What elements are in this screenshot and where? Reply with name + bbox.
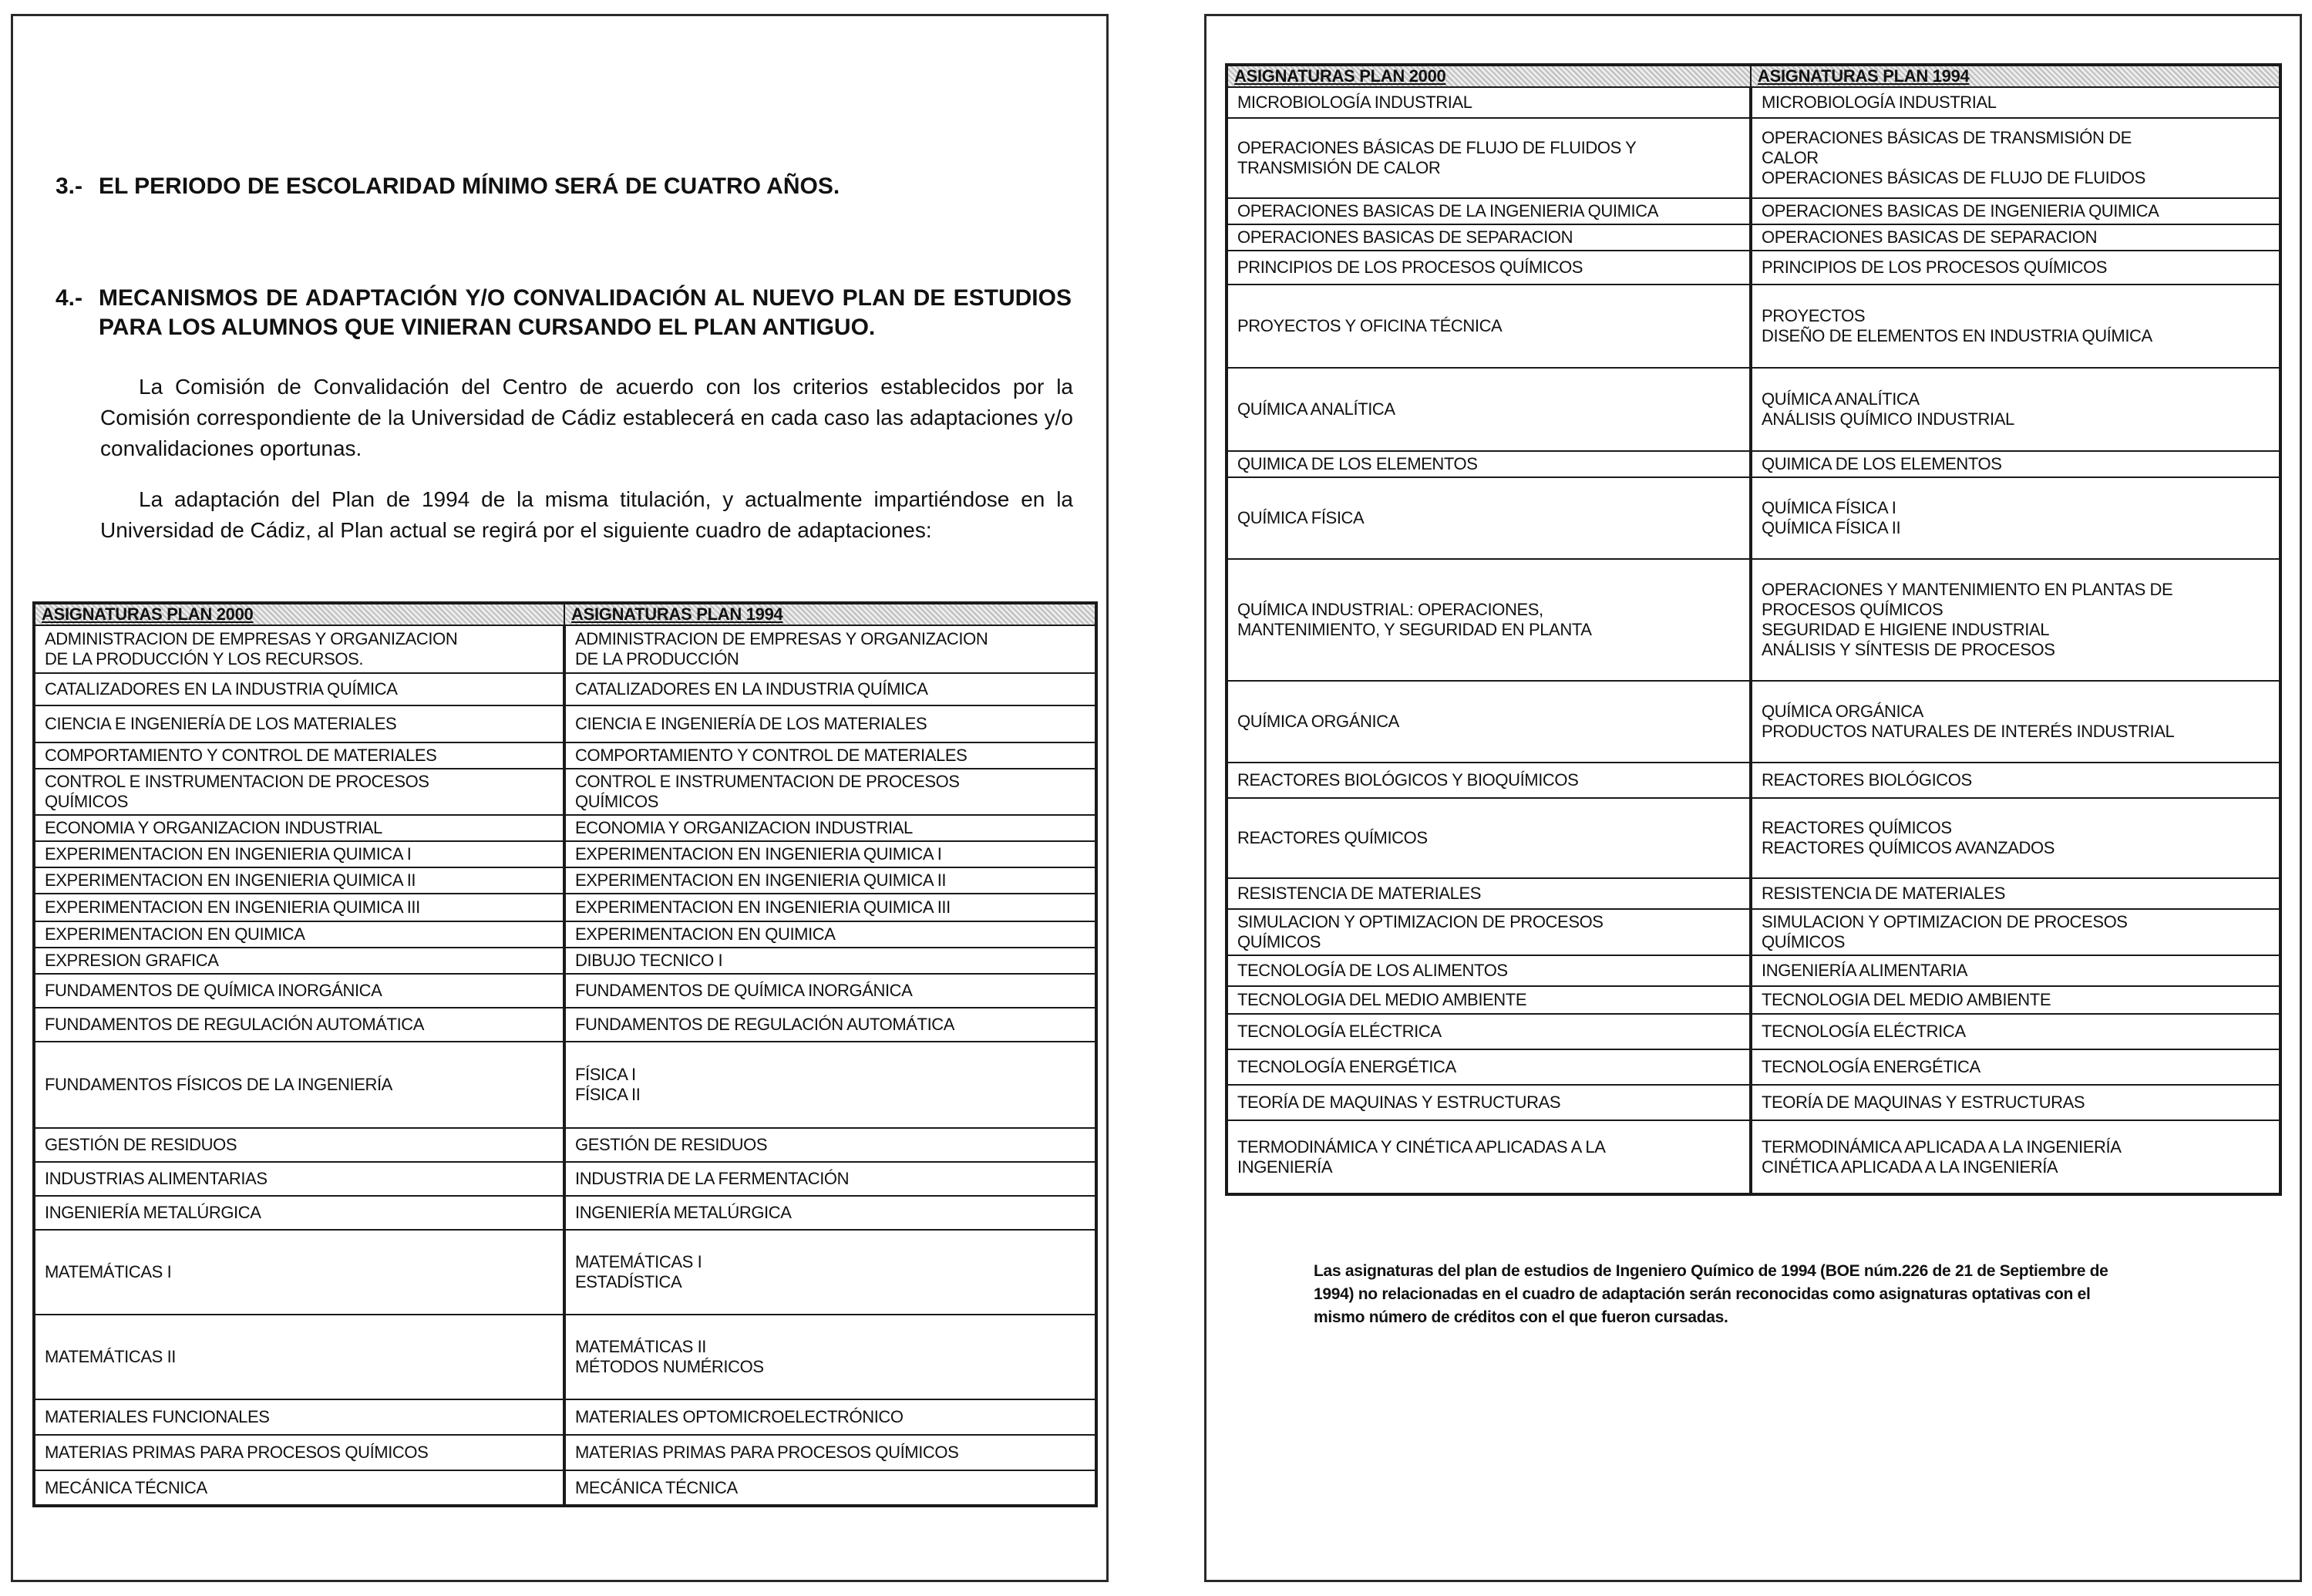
plan-2000-cell: ADMINISTRACION DE EMPRESAS Y ORGANIZACION DE LA PRODUCCIÓN Y LOS RECURSOS. (34, 625, 564, 673)
paragraph-commission: La Comisión de Convalidación del Centro de acuerdo con los criterios establecidos por la Comisión correspondiente de la Universidad de Cádiz establecerá en cada caso las adaptaciones y/o convalidaciones oportunas. (100, 375, 1073, 460)
plan-1994-cell: TECNOLOGÍA ENERGÉTICA (1751, 1049, 2280, 1085)
plan-2000-cell: QUIMICA DE LOS ELEMENTOS (1227, 451, 1751, 477)
header-plan-2000: ASIGNATURAS PLAN 2000 (1227, 65, 1751, 87)
table-row (1227, 559, 2280, 681)
table-row (1227, 1120, 2280, 1194)
plan-1994-cell: DIBUJO TECNICO I (564, 948, 1096, 974)
plan-2000-cell: QUÍMICA FÍSICA (1227, 477, 1751, 559)
plan-2000-cell: RESISTENCIA DE MATERIALES (1227, 878, 1751, 909)
plan-2000-cell: TERMODINÁMICA Y CINÉTICA APLICADAS A LA INGENIERÍA (1227, 1120, 1751, 1194)
plan-1994-cell: FUNDAMENTOS DE QUÍMICA INORGÁNICA (564, 974, 1096, 1008)
plan-1994-cell: FÍSICA I FÍSICA II (564, 1042, 1096, 1128)
plan-2000-cell: MATERIAS PRIMAS PARA PROCESOS QUÍMICOS (34, 1435, 564, 1470)
plan-1994-cell: EXPERIMENTACION EN INGENIERIA QUIMICA II (564, 867, 1096, 894)
table-row (34, 1128, 1096, 1162)
table-row (1227, 368, 2280, 451)
table-row (1227, 118, 2280, 198)
plan-2000-cell: CONTROL E INSTRUMENTACION DE PROCESOS QUÍMICOS (34, 769, 564, 815)
plan-1994-cell: TECNOLOGÍA ELÉCTRICA (1751, 1014, 2280, 1049)
plan-2000-cell: COMPORTAMIENTO Y CONTROL DE MATERIALES (34, 742, 564, 769)
plan-2000-cell: QUÍMICA ORGÁNICA (1227, 681, 1751, 763)
table-row (34, 1399, 1096, 1435)
table-row (34, 921, 1096, 948)
plan-2000-cell: REACTORES QUÍMICOS (1227, 798, 1751, 878)
plan-2000-cell: FUNDAMENTOS DE QUÍMICA INORGÁNICA (34, 974, 564, 1008)
table-row (34, 815, 1096, 841)
plan-1994-cell: MATERIAS PRIMAS PARA PROCESOS QUÍMICOS (564, 1435, 1096, 1470)
adaptation-table-left (32, 601, 1098, 1507)
table-row (34, 1230, 1096, 1315)
plan-2000-cell: PROYECTOS Y OFICINA TÉCNICA (1227, 285, 1751, 368)
plan-2000-cell: FUNDAMENTOS FÍSICOS DE LA INGENIERÍA (34, 1042, 564, 1128)
table-row (34, 705, 1096, 742)
plan-1994-cell: OPERACIONES BASICAS DE INGENIERIA QUIMICA (1751, 198, 2280, 224)
plan-1994-cell: ADMINISTRACION DE EMPRESAS Y ORGANIZACION DE LA PRODUCCIÓN (564, 625, 1096, 673)
plan-1994-cell: TECNOLOGIA DEL MEDIO AMBIENTE (1751, 986, 2280, 1014)
plan-1994-cell: MATEMÁTICAS II MÉTODOS NUMÉRICOS (564, 1315, 1096, 1399)
plan-1994-cell: PRINCIPIOS DE LOS PROCESOS QUÍMICOS (1751, 251, 2280, 285)
plan-2000-cell: CATALIZADORES EN LA INDUSTRIA QUÍMICA (34, 673, 564, 705)
plan-2000-cell: TEORÍA DE MAQUINAS Y ESTRUCTURAS (1227, 1085, 1751, 1120)
table-row (34, 1470, 1096, 1506)
plan-1994-cell: TERMODINÁMICA APLICADA A LA INGENIERÍA CINÉTICA APLICADA A LA INGENIERÍA (1751, 1120, 2280, 1194)
plan-1994-cell: QUIMICA DE LOS ELEMENTOS (1751, 451, 2280, 477)
plan-1994-cell: RESISTENCIA DE MATERIALES (1751, 878, 2280, 909)
plan-1994-cell: REACTORES QUÍMICOS REACTORES QUÍMICOS AVANZADOS (1751, 798, 2280, 878)
table-row (34, 841, 1096, 867)
plan-1994-cell: GESTIÓN DE RESIDUOS (564, 1128, 1096, 1162)
table-row (34, 673, 1096, 705)
plan-2000-cell: FUNDAMENTOS DE REGULACIÓN AUTOMÁTICA (34, 1008, 564, 1042)
table-row (34, 1042, 1096, 1128)
table-row (1227, 1085, 2280, 1120)
plan-1994-cell: QUÍMICA ORGÁNICA PRODUCTOS NATURALES DE INTERÉS INDUSTRIAL (1751, 681, 2280, 763)
plan-1994-cell: CATALIZADORES EN LA INDUSTRIA QUÍMICA (564, 673, 1096, 705)
plan-2000-cell: TECNOLOGÍA DE LOS ALIMENTOS (1227, 955, 1751, 986)
plan-1994-cell: SIMULACION Y OPTIMIZACION DE PROCESOS QUÍMICOS (1751, 909, 2280, 955)
table-row (34, 1162, 1096, 1196)
table-row (34, 1008, 1096, 1042)
table-row (1227, 681, 2280, 763)
plan-2000-cell: OPERACIONES BASICAS DE LA INGENIERIA QUIMICA (1227, 198, 1751, 224)
plan-1994-cell: EXPERIMENTACION EN INGENIERIA QUIMICA I (564, 841, 1096, 867)
plan-2000-cell: SIMULACION Y OPTIMIZACION DE PROCESOS QUÍMICOS (1227, 909, 1751, 955)
table-header-row (1227, 65, 2280, 87)
plan-2000-cell: GESTIÓN DE RESIDUOS (34, 1128, 564, 1162)
plan-2000-cell: PRINCIPIOS DE LOS PROCESOS QUÍMICOS (1227, 251, 1751, 285)
plan-2000-cell: MECÁNICA TÉCNICA (34, 1470, 564, 1506)
table-row (1227, 1049, 2280, 1085)
plan-2000-cell: MATERIALES FUNCIONALES (34, 1399, 564, 1435)
adaptation-table-right (1225, 63, 2282, 1196)
footnote: Las asignaturas del plan de estudios de Ingeniero Químico de 1994 (BOE núm.226 de 21 de Septiembre de 1994) no relacionadas en el cuadro de adaptación serán reconocidas como asignaturas optativas con el mismo número de créditos con el que fueron cursadas. (1314, 1262, 2108, 1326)
section-3-number: 3.- (56, 173, 83, 199)
plan-2000-cell: EXPERIMENTACION EN QUIMICA (34, 921, 564, 948)
plan-1994-cell: TEORÍA DE MAQUINAS Y ESTRUCTURAS (1751, 1085, 2280, 1120)
table-row (34, 769, 1096, 815)
plan-2000-cell: EXPERIMENTACION EN INGENIERIA QUIMICA III (34, 894, 564, 921)
table-row (34, 742, 1096, 769)
table-row (1227, 986, 2280, 1014)
plan-1994-cell: REACTORES BIOLÓGICOS (1751, 763, 2280, 798)
plan-2000-cell: OPERACIONES BASICAS DE SEPARACION (1227, 224, 1751, 251)
plan-2000-cell: MATEMÁTICAS I (34, 1230, 564, 1315)
table-row (1227, 955, 2280, 986)
plan-1994-cell: INGENIERÍA METALÚRGICA (564, 1196, 1096, 1230)
table-row (1227, 285, 2280, 368)
plan-2000-cell: CIENCIA E INGENIERÍA DE LOS MATERIALES (34, 705, 564, 742)
plan-1994-cell: PROYECTOS DISEÑO DE ELEMENTOS EN INDUSTRIA QUÍMICA (1751, 285, 2280, 368)
plan-1994-cell: COMPORTAMIENTO Y CONTROL DE MATERIALES (564, 742, 1096, 769)
plan-1994-cell: QUÍMICA ANALÍTICA ANÁLISIS QUÍMICO INDUSTRIAL (1751, 368, 2280, 451)
plan-2000-cell: INDUSTRIAS ALIMENTARIAS (34, 1162, 564, 1196)
plan-1994-cell: FUNDAMENTOS DE REGULACIÓN AUTOMÁTICA (564, 1008, 1096, 1042)
plan-2000-cell: EXPERIMENTACION EN INGENIERIA QUIMICA I (34, 841, 564, 867)
plan-2000-cell: TECNOLOGIA DEL MEDIO AMBIENTE (1227, 986, 1751, 1014)
plan-1994-cell: MATERIALES OPTOMICROELECTRÓNICO (564, 1399, 1096, 1435)
plan-1994-cell: OPERACIONES BÁSICAS DE TRANSMISIÓN DE CALOR OPERACIONES BÁSICAS DE FLUJO DE FLUIDOS (1751, 118, 2280, 198)
section-4-text: MECANISMOS DE ADAPTACIÓN Y/O CONVALIDACIÓN AL NUEVO PLAN DE ESTUDIOS PARA LOS ALUMNOS QUE VINIERAN CURSANDO EL PLAN ANTIGUO. (99, 285, 1072, 340)
plan-2000-cell: EXPRESION GRAFICA (34, 948, 564, 974)
header-plan-2000: ASIGNATURAS PLAN 2000 (34, 603, 564, 625)
table-row (1227, 909, 2280, 955)
table-row (34, 867, 1096, 894)
plan-2000-cell: TECNOLOGÍA ELÉCTRICA (1227, 1014, 1751, 1049)
plan-1994-cell: MATEMÁTICAS I ESTADÍSTICA (564, 1230, 1096, 1315)
table-row (34, 974, 1096, 1008)
plan-1994-cell: CONTROL E INSTRUMENTACION DE PROCESOS QUÍMICOS (564, 769, 1096, 815)
table-row (34, 948, 1096, 974)
plan-1994-cell: OPERACIONES Y MANTENIMIENTO EN PLANTAS DE PROCESOS QUÍMICOS SEGURIDAD E HIGIENE INDUSTRIAL ANÁLISIS Y SÍNTESIS DE PROCESOS (1751, 559, 2280, 681)
plan-1994-cell: EXPERIMENTACION EN QUIMICA (564, 921, 1096, 948)
table-row (1227, 477, 2280, 559)
plan-1994-cell: CIENCIA E INGENIERÍA DE LOS MATERIALES (564, 705, 1096, 742)
header-plan-1994: ASIGNATURAS PLAN 1994 (564, 603, 1096, 625)
table-row (1227, 451, 2280, 477)
paragraph-adaptation: La adaptación del Plan de 1994 de la misma titulación, y actualmente impartiéndose en la Universidad de Cádiz, al Plan actual se regirá por el siguiente cuadro de adaptaciones: (100, 487, 1073, 542)
table-row (34, 1196, 1096, 1230)
table-row (1227, 224, 2280, 251)
plan-2000-cell: REACTORES BIOLÓGICOS Y BIOQUÍMICOS (1227, 763, 1751, 798)
plan-2000-cell: QUÍMICA ANALÍTICA (1227, 368, 1751, 451)
table-header-row (34, 603, 1096, 625)
table-row (1227, 878, 2280, 909)
table-row (1227, 1014, 2280, 1049)
table-row (1227, 251, 2280, 285)
plan-1994-cell: QUÍMICA FÍSICA I QUÍMICA FÍSICA II (1751, 477, 2280, 559)
plan-2000-cell: TECNOLOGÍA ENERGÉTICA (1227, 1049, 1751, 1085)
plan-1994-cell: MECÁNICA TÉCNICA (564, 1470, 1096, 1506)
plan-2000-cell: ECONOMIA Y ORGANIZACION INDUSTRIAL (34, 815, 564, 841)
table-row (1227, 87, 2280, 118)
plan-2000-cell: MATEMÁTICAS II (34, 1315, 564, 1399)
plan-2000-cell: MICROBIOLOGÍA INDUSTRIAL (1227, 87, 1751, 118)
plan-2000-cell: EXPERIMENTACION EN INGENIERIA QUIMICA II (34, 867, 564, 894)
table-row (34, 625, 1096, 673)
table-row (34, 1435, 1096, 1470)
table-row (1227, 763, 2280, 798)
plan-1994-cell: INDUSTRIA DE LA FERMENTACIÓN (564, 1162, 1096, 1196)
table-row (34, 1315, 1096, 1399)
plan-1994-cell: OPERACIONES BASICAS DE SEPARACION (1751, 224, 2280, 251)
plan-2000-cell: QUÍMICA INDUSTRIAL: OPERACIONES, MANTENIMIENTO, Y SEGURIDAD EN PLANTA (1227, 559, 1751, 681)
table-row (34, 894, 1096, 921)
plan-1994-cell: INGENIERÍA ALIMENTARIA (1751, 955, 2280, 986)
table-row (1227, 798, 2280, 878)
section-3-text: EL PERIODO DE ESCOLARIDAD MÍNIMO SERÁ DE CUATRO AÑOS. (99, 173, 840, 199)
table-row (1227, 198, 2280, 224)
plan-2000-cell: OPERACIONES BÁSICAS DE FLUJO DE FLUIDOS Y TRANSMISIÓN DE CALOR (1227, 118, 1751, 198)
plan-1994-cell: ECONOMIA Y ORGANIZACION INDUSTRIAL (564, 815, 1096, 841)
section-4-number: 4.- (56, 285, 83, 311)
plan-1994-cell: EXPERIMENTACION EN INGENIERIA QUIMICA III (564, 894, 1096, 921)
header-plan-1994: ASIGNATURAS PLAN 1994 (1751, 65, 2280, 87)
plan-1994-cell: MICROBIOLOGÍA INDUSTRIAL (1751, 87, 2280, 118)
plan-2000-cell: INGENIERÍA METALÚRGICA (34, 1196, 564, 1230)
